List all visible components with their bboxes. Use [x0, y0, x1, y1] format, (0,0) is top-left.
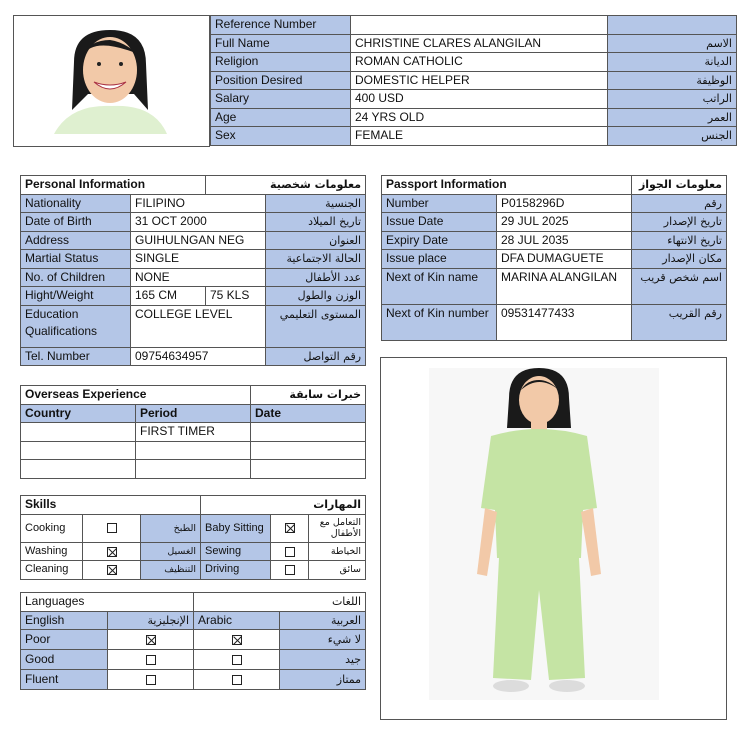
overseas-cell: [136, 441, 251, 460]
overseas-cell: [21, 441, 136, 460]
english-check-cell: [108, 650, 194, 670]
profile-photo: [14, 16, 209, 146]
personal-row: [21, 194, 366, 213]
header-row: [211, 34, 737, 53]
header-label-ar: الجنس: [608, 127, 737, 146]
overseas-cell: FIRST TIMER: [136, 423, 251, 442]
skill-check-cell: [271, 561, 309, 580]
header-value: CHRISTINE CLARES ALANGILAN: [351, 34, 608, 53]
overseas-row: [21, 441, 366, 460]
profile-photo-frame: [13, 15, 210, 147]
skill-checkbox[interactable]: [285, 523, 295, 533]
header-label: Salary: [211, 90, 351, 109]
passport-value: DFA DUMAGUETE: [497, 250, 632, 269]
personal-title: Personal Information: [21, 176, 206, 195]
overseas-table: [20, 385, 366, 479]
skill-check-cell: [83, 561, 141, 580]
personal-label: Address: [21, 231, 131, 250]
kin-value: MARINA ALANGILAN: [497, 268, 632, 304]
overseas-header-period: Period: [136, 404, 251, 423]
personal-value: NONE: [131, 268, 266, 287]
passport-label-ar: تاريخ الإصدار: [632, 213, 727, 232]
skill-check-cell: [271, 514, 309, 542]
header-value: FEMALE: [351, 127, 608, 146]
header-label: Position Desired: [211, 71, 351, 90]
passport-title-ar: معلومات الجواز: [632, 176, 727, 195]
personal-row: [21, 231, 366, 250]
skill-checkbox[interactable]: [107, 523, 117, 533]
header-label-ar: الوظيفة: [608, 71, 737, 90]
lang-english-label: English: [21, 611, 108, 630]
arabic-checkbox[interactable]: [232, 635, 242, 645]
passport-row: [382, 231, 727, 250]
header-row: [211, 108, 737, 127]
personal-label-ar: العنوان: [266, 231, 366, 250]
skills-title: Skills: [21, 496, 201, 515]
skill-check-cell: [83, 514, 141, 542]
arabic-check-cell: [194, 670, 280, 690]
skill-label: Cooking: [21, 514, 83, 542]
skill-check-cell: [271, 542, 309, 561]
arabic-check-cell: [194, 650, 280, 670]
passport-label: Issue place: [382, 250, 497, 269]
overseas-cell: [251, 441, 366, 460]
personal-value: GUIHULNGAN NEG: [131, 231, 266, 250]
header-table: [210, 15, 737, 146]
header-value: ROMAN CATHOLIC: [351, 53, 608, 72]
english-checkbox[interactable]: [146, 655, 156, 665]
skill-label-ar: الخياطة: [309, 542, 366, 561]
overseas-cell: [21, 423, 136, 442]
overseas-row: [21, 423, 366, 442]
header-label: Reference Number: [211, 16, 351, 35]
personal-row: [21, 213, 366, 232]
language-level-label: Fluent: [21, 670, 108, 690]
personal-label: Nationality: [21, 194, 131, 213]
height-value: 165 CM: [131, 287, 206, 306]
header-row: [211, 16, 737, 35]
passport-value: 29 JUL 2025: [497, 213, 632, 232]
personal-value: SINGLE: [131, 250, 266, 269]
passport-value: P0158296D: [497, 194, 632, 213]
header-value: 400 USD: [351, 90, 608, 109]
language-level-row: [21, 670, 366, 690]
full-body-photo-frame: [380, 357, 727, 720]
skill-row: [21, 514, 366, 542]
english-checkbox[interactable]: [146, 675, 156, 685]
kin-label-ar: اسم شخص قريب: [632, 268, 727, 304]
header-value: 24 YRS OLD: [351, 108, 608, 127]
header-label-ar: الديانة: [608, 53, 737, 72]
passport-label-ar: رقم: [632, 194, 727, 213]
edu-value: COLLEGE LEVEL: [131, 305, 266, 347]
personal-row: [21, 250, 366, 269]
languages-title-ar: اللغات: [194, 593, 366, 612]
skill-check-cell: [83, 542, 141, 561]
tel-value: 09754634957: [131, 347, 266, 366]
language-level-label-ar: لا شيء: [280, 630, 366, 650]
kin-number-label: Next of Kin number: [382, 304, 497, 340]
skill-checkbox[interactable]: [107, 565, 117, 575]
language-level-label: Good: [21, 650, 108, 670]
full-body-photo: [381, 358, 726, 719]
skill-checkbox[interactable]: [285, 547, 295, 557]
header-value: DOMESTIC HELPER: [351, 71, 608, 90]
passport-label: Issue Date: [382, 213, 497, 232]
tel-label: Tel. Number: [21, 347, 131, 366]
header-row: [211, 90, 737, 109]
kin-number-label-ar: رقم القريب: [632, 304, 727, 340]
header-label-ar: الراتب: [608, 90, 737, 109]
personal-title-ar: معلومات شخصية: [206, 176, 366, 195]
header-row: [211, 53, 737, 72]
arabic-checkbox[interactable]: [232, 675, 242, 685]
personal-row: [21, 268, 366, 287]
skill-label-ar: التنظيف: [141, 561, 201, 580]
passport-info-table: [381, 175, 727, 341]
skill-label: Sewing: [201, 542, 271, 561]
languages-title: Languages: [21, 593, 194, 612]
skill-label: Driving: [201, 561, 271, 580]
english-check-cell: [108, 670, 194, 690]
hw-label-ar: الوزن والطول: [266, 287, 366, 306]
skill-label-ar: التعامل مع الأطفال: [309, 514, 366, 542]
personal-info-table: [20, 175, 366, 366]
header-row: [211, 127, 737, 146]
overseas-cell: [136, 460, 251, 479]
overseas-header-country: Country: [21, 404, 136, 423]
overseas-title: Overseas Experience: [21, 386, 251, 405]
skill-row: [21, 542, 366, 561]
edu-label-ar: المستوى التعليمي: [266, 305, 366, 347]
kin-number-value: 09531477433: [497, 304, 632, 340]
header-row: [211, 71, 737, 90]
language-level-row: [21, 630, 366, 650]
header-label-ar: العمر: [608, 108, 737, 127]
english-check-cell: [108, 630, 194, 650]
header-label: Full Name: [211, 34, 351, 53]
skill-label: Baby Sitting: [201, 514, 271, 542]
skill-label: Washing: [21, 542, 83, 561]
edu-label: Education Qualifications: [21, 305, 131, 347]
skills-table: [20, 495, 366, 580]
overseas-title-ar: خبرات سابقة: [251, 386, 366, 405]
header-label-ar: [608, 16, 737, 35]
passport-row: [382, 213, 727, 232]
skill-label: Cleaning: [21, 561, 83, 580]
header-label: Religion: [211, 53, 351, 72]
languages-table: [20, 592, 366, 690]
passport-row: [382, 194, 727, 213]
skills-title-ar: المهارات: [201, 496, 366, 515]
header-value: [351, 16, 608, 35]
lang-english-label-ar: الإنجليزية: [108, 611, 194, 630]
language-level-label-ar: جيد: [280, 650, 366, 670]
personal-label: Martial Status: [21, 250, 131, 269]
personal-label-ar: الجنسية: [266, 194, 366, 213]
passport-value: 28 JUL 2035: [497, 231, 632, 250]
passport-label-ar: مكان الإصدار: [632, 250, 727, 269]
hw-label: Hight/Weight: [21, 287, 131, 306]
lang-arabic-label: Arabic: [194, 611, 280, 630]
skill-checkbox[interactable]: [285, 565, 295, 575]
passport-title: Passport Information: [382, 176, 632, 195]
tel-label-ar: رقم التواصل: [266, 347, 366, 366]
personal-value: 31 OCT 2000: [131, 213, 266, 232]
header-label-ar: الاسم: [608, 34, 737, 53]
passport-row: [382, 250, 727, 269]
kin-label: Next of Kin name: [382, 268, 497, 304]
lang-arabic-label-ar: العربية: [280, 611, 366, 630]
skill-label-ar: الغسيل: [141, 542, 201, 561]
skill-label-ar: سائق: [309, 561, 366, 580]
skill-label-ar: الطبخ: [141, 514, 201, 542]
english-checkbox[interactable]: [146, 635, 156, 645]
skill-row: [21, 561, 366, 580]
personal-label: Date of Birth: [21, 213, 131, 232]
passport-label: Expiry Date: [382, 231, 497, 250]
passport-label-ar: تاريخ الانتهاء: [632, 231, 727, 250]
header-label: Age: [211, 108, 351, 127]
passport-label: Number: [382, 194, 497, 213]
skill-checkbox[interactable]: [107, 547, 117, 557]
overseas-row: [21, 460, 366, 479]
personal-value: FILIPINO: [131, 194, 266, 213]
overseas-cell: [251, 460, 366, 479]
personal-label: No. of Children: [21, 268, 131, 287]
overseas-header-date: Date: [251, 404, 366, 423]
overseas-cell: [21, 460, 136, 479]
overseas-cell: [251, 423, 366, 442]
language-level-label-ar: ممتاز: [280, 670, 366, 690]
language-level-row: [21, 650, 366, 670]
arabic-check-cell: [194, 630, 280, 650]
personal-label-ar: الحالة الاجتماعية: [266, 250, 366, 269]
personal-label-ar: عدد الأطفال: [266, 268, 366, 287]
header-label: Sex: [211, 127, 351, 146]
personal-label-ar: تاريخ الميلاد: [266, 213, 366, 232]
language-level-label: Poor: [21, 630, 108, 650]
weight-value: 75 KLS: [206, 287, 266, 306]
arabic-checkbox[interactable]: [232, 655, 242, 665]
